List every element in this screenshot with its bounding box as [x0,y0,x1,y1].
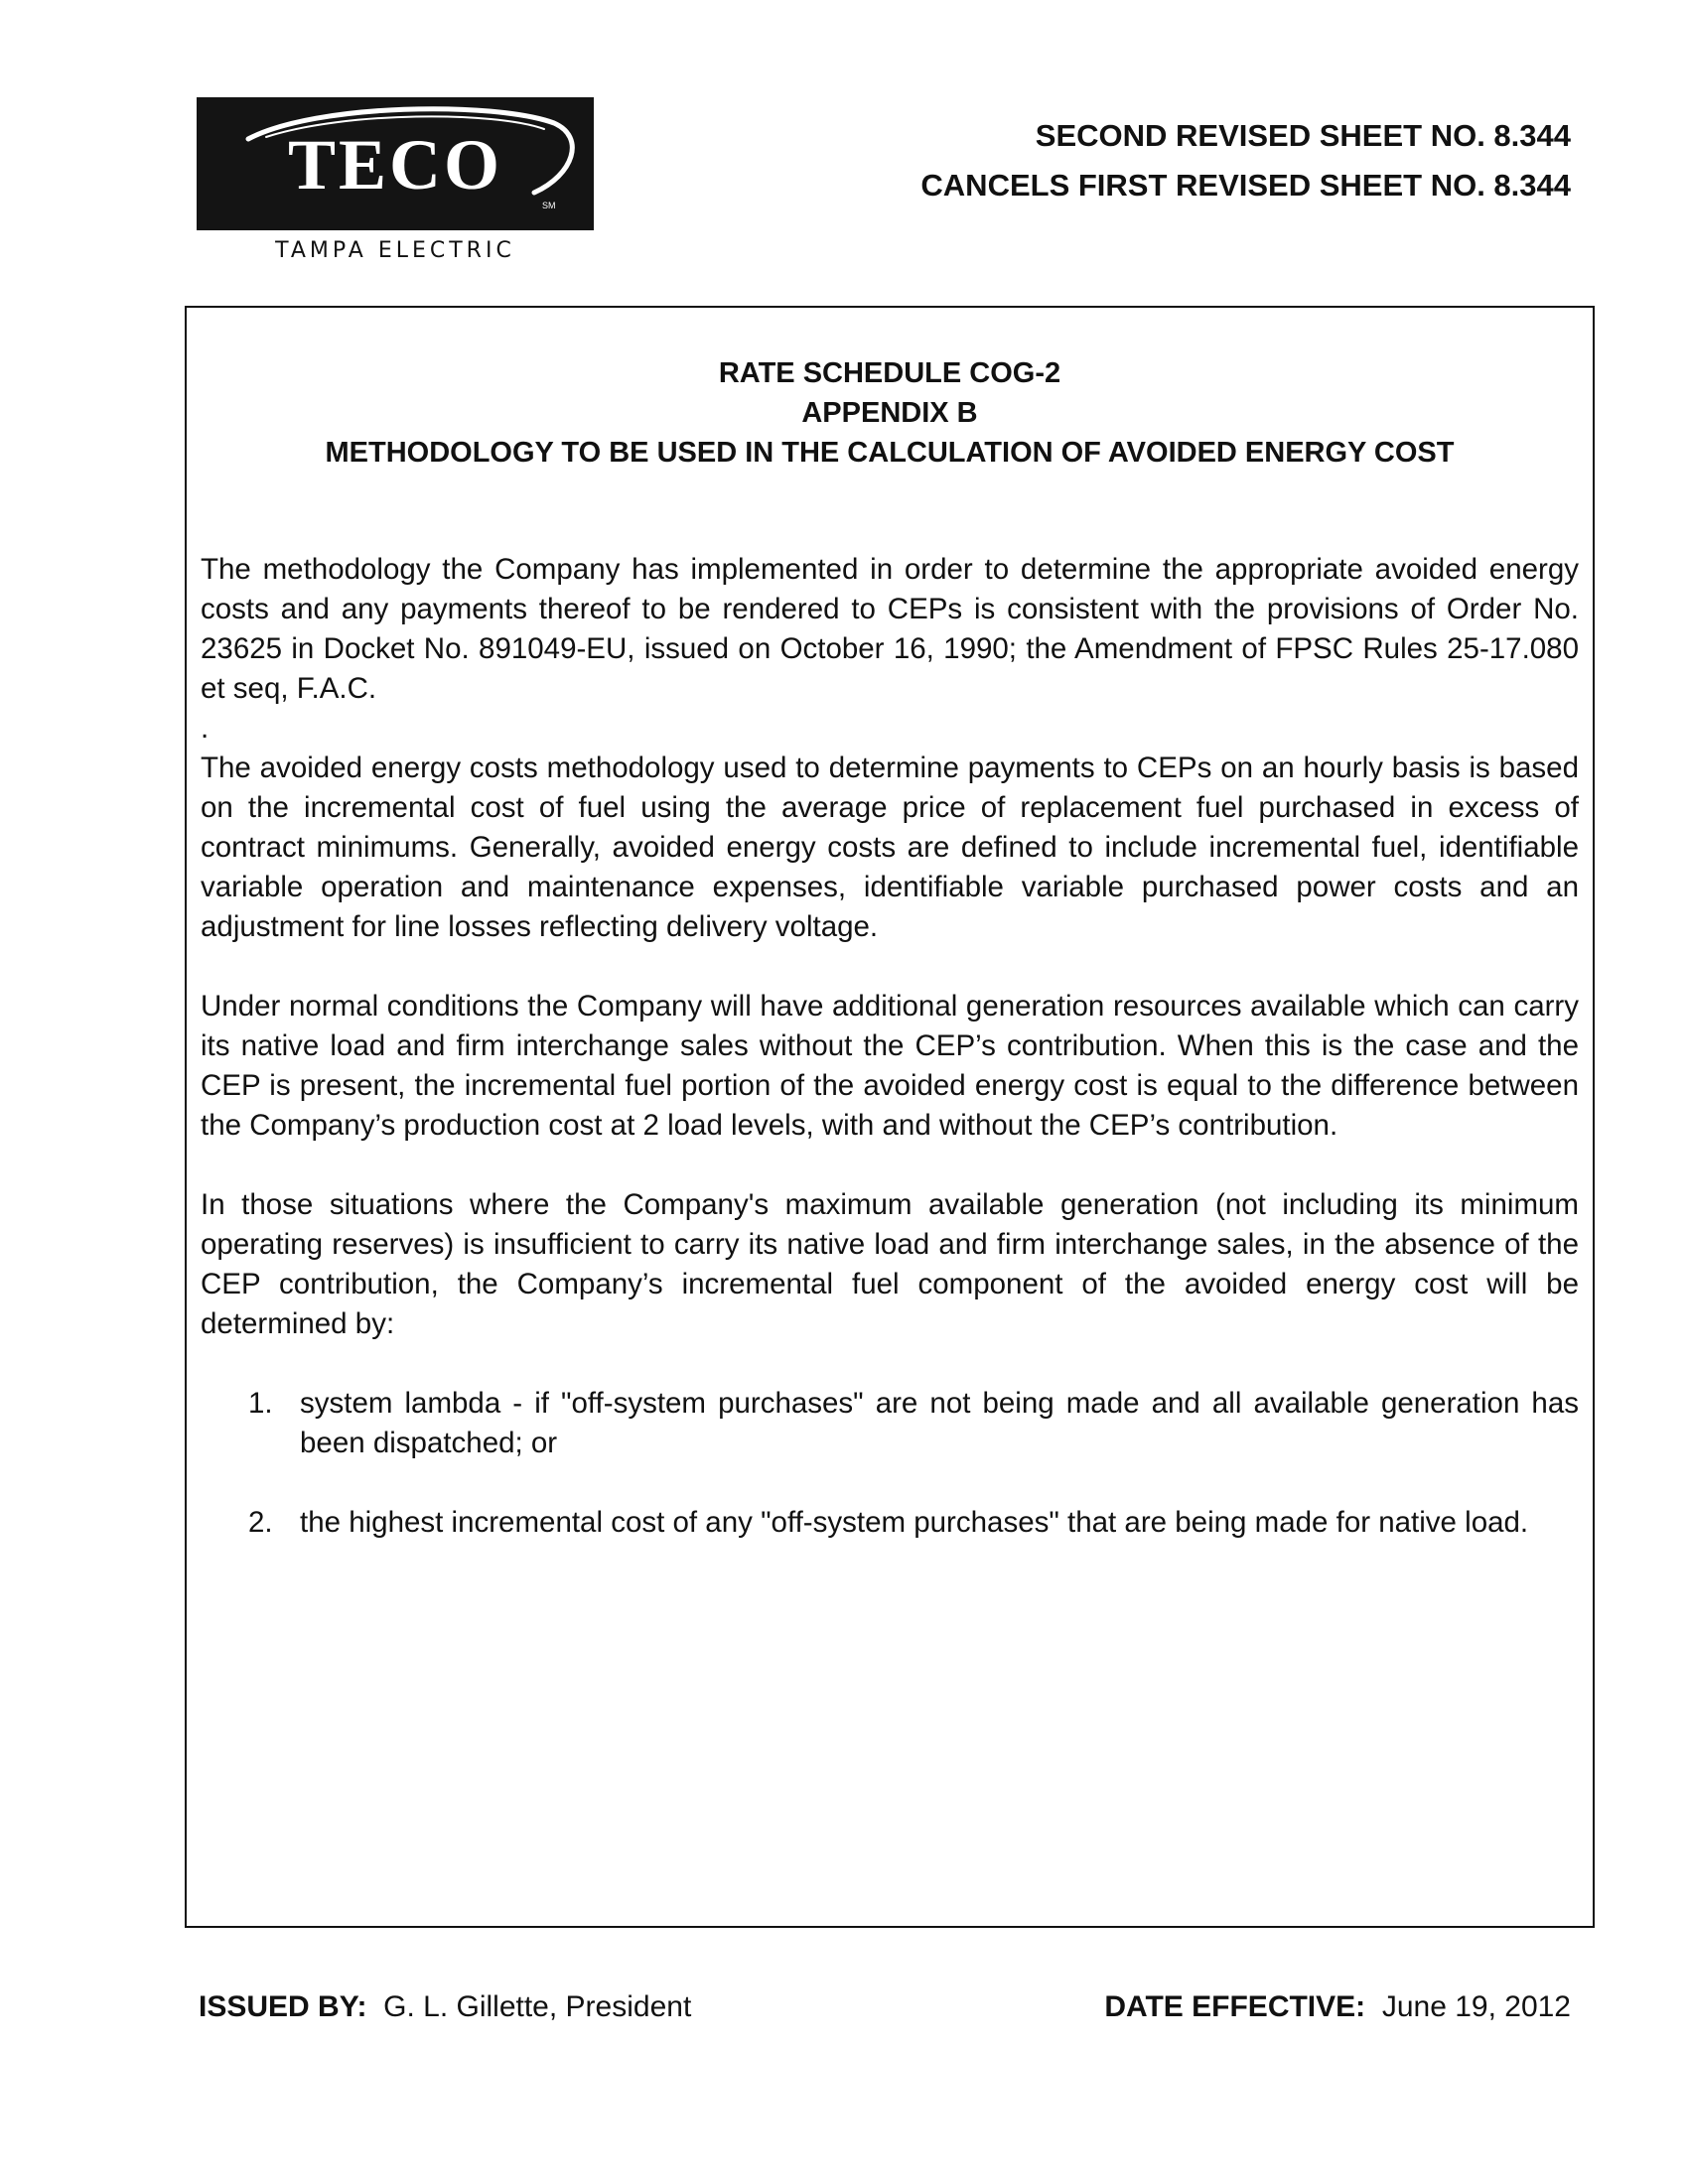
list-item [201,1503,1579,1543]
spacer [201,1344,1579,1384]
logo-subtitle: TAMPA ELECTRIC [275,238,515,263]
appendix-title: APPENDIX B [801,397,978,429]
document-text [201,550,1579,1543]
sheet-number-block [920,111,1571,210]
issued-by [199,1987,691,2027]
paragraph-normal-conditions: Under normal conditions the Company will have additional generation resources available which can carry its native load and firm interchange sales without the CEP’s contribution. When this is the case and the CEP is present, the incremental fuel portion of the avoided energy cost is equal to the difference between the Company’s production cost at 2 load levels, with and without the CEP’s contribution. [201,990,1579,1142]
determination-list [201,1384,1579,1543]
logo-wordmark: TECO [287,125,503,205]
paragraph-insufficient-generation: In those situations where the Company's maximum available generation (not including its minimum operating reserves) is insufficient to carry its native load and firm interchange sales, in the absence of the CEP contribution, the Company’s incremental fuel component of the avoided energy cost will be determined by: [201,1188,1579,1340]
issued-by-value: G. L. Gillette, President [383,1990,692,2023]
spacer [201,1463,1579,1503]
date-effective-value: June 19, 2012 [1381,1990,1571,2023]
paragraph-dot: . [201,712,210,745]
date-effective [1104,1987,1571,2027]
list-item-number: 2. [248,1506,273,1539]
paragraph-intro: The methodology the Company has implemented in order to determine the appropriate avoided energy costs and any payments thereof to be rendered to CEPs is consistent with the provisions of Order No. 23625 in Docket No. 891049-EU, issued on October 16, 1990; the Amendment of FPSC Rules 25-17.080 et seq, F.A.C. [201,553,1579,705]
list-item-text: the highest incremental cost of any "off-system purchases" that are being made for native load. [300,1506,1529,1539]
list-item-text: system lambda - if "off-system purchases" are not being made and all available generation has been dispatched; or [300,1387,1579,1459]
logo-service-mark: SM [542,201,556,210]
paragraph-methodology: The avoided energy costs methodology used to determine payments to CEPs on an hourly basis is based on the incremental cost of fuel using the average price of replacement fuel purchased in excess of contract minimums. Generally, avoided energy costs are defined to include incremental fuel, identifiable variable operation and maintenance expenses, identifiable variable purchased power costs and an adjustment for line losses reflecting delivery voltage. [201,751,1579,943]
date-effective-label: DATE EFFECTIVE: [1104,1990,1366,2023]
teco-logo [197,97,594,230]
spacer [201,947,1579,987]
cancels-sheet-number: CANCELS FIRST REVISED SHEET NO. 8.344 [920,168,1571,203]
list-item [201,1384,1579,1463]
issued-by-label: ISSUED BY: [199,1990,367,2023]
document-heading [187,353,1593,473]
rate-schedule-title: RATE SCHEDULE COG-2 [718,357,1061,389]
spacer [201,1146,1579,1185]
document-body-box [185,306,1595,1928]
list-item-number: 1. [248,1387,273,1420]
methodology-title: METHODOLOGY TO BE USED IN THE CALCULATION OF AVOIDED ENERGY COST [325,437,1455,469]
sheet-number: SECOND REVISED SHEET NO. 8.344 [1035,118,1571,153]
